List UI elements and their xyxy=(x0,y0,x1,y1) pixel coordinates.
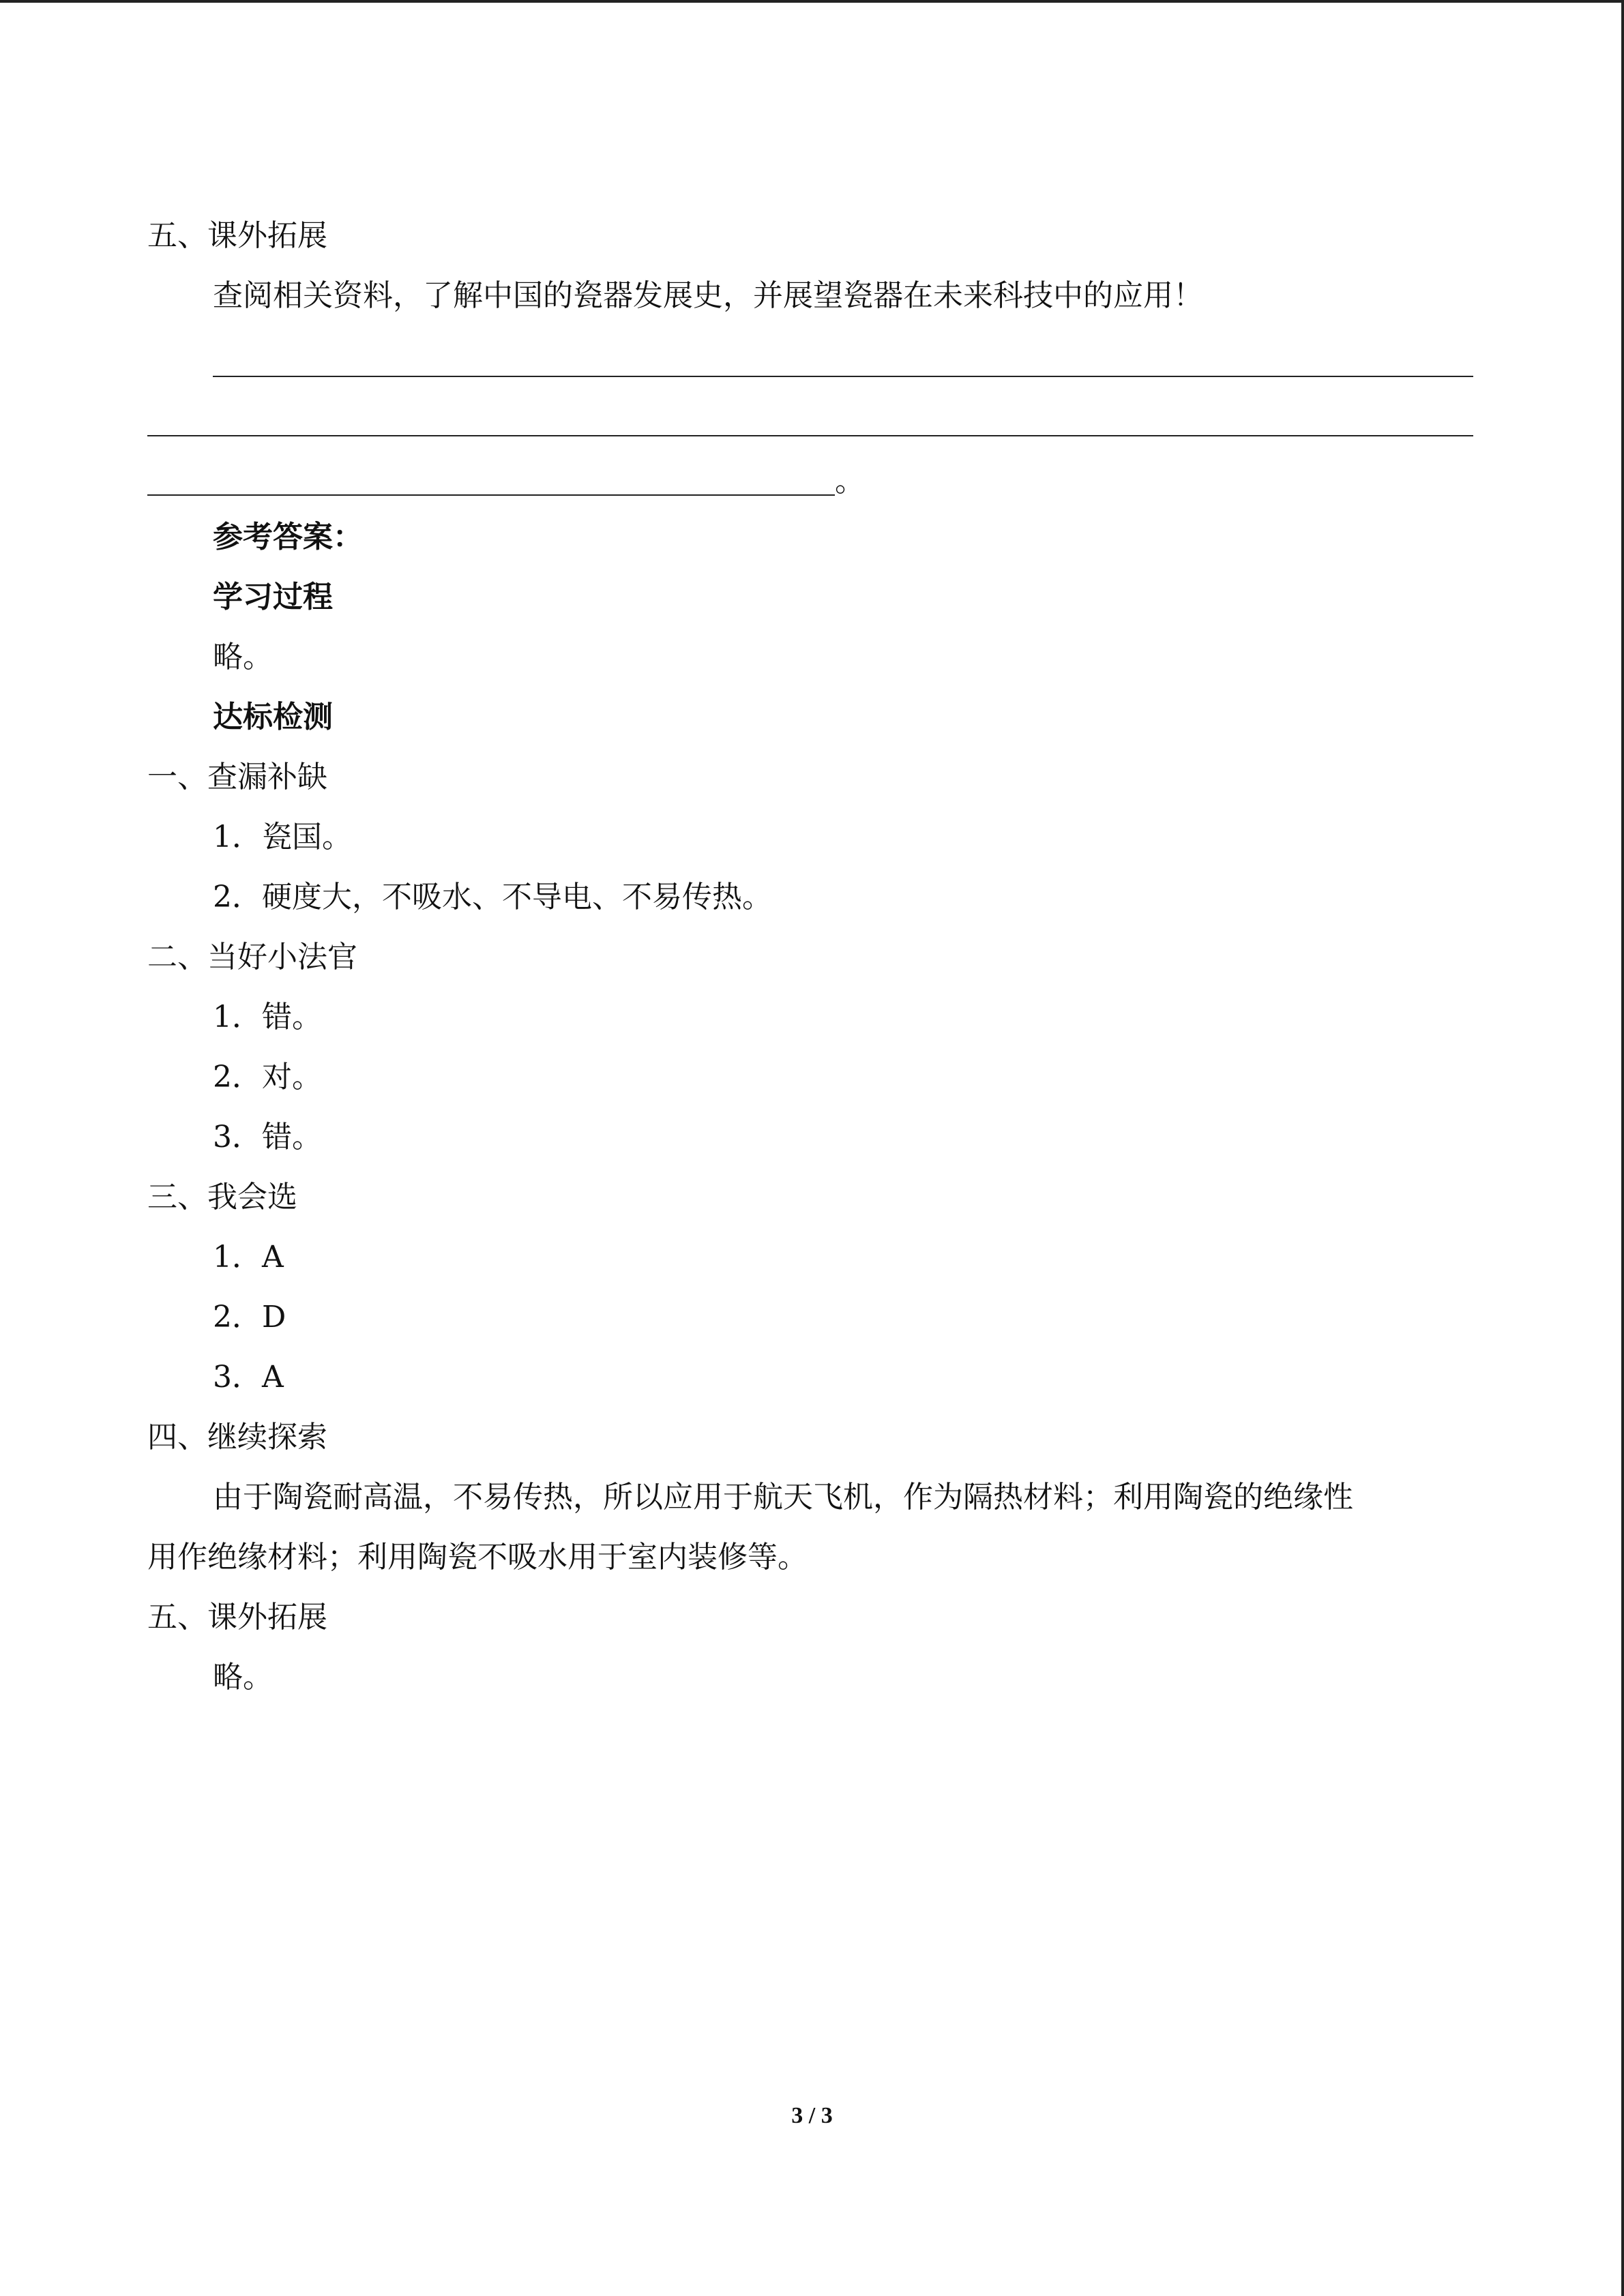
page-number: 3 / 3 xyxy=(791,2103,833,2128)
section2-item-1: 1．错。 xyxy=(213,1000,322,1034)
section4-paragraph-line2: 用作绝缘材料；利用陶瓷不吸水用于室内装修等。 xyxy=(147,1540,808,1575)
section2-item-3: 3．错。 xyxy=(213,1120,322,1154)
section1-item-2: 2．硬度大，不吸水、不导电、不易传热。 xyxy=(213,880,772,914)
section3-item-3: 3．A xyxy=(213,1360,284,1395)
section1-heading: 一、查漏补缺 xyxy=(147,760,327,794)
answer-blank-line-2[interactable] xyxy=(147,435,1473,436)
section3-heading: 三、我会选 xyxy=(147,1180,297,1214)
section2-heading: 二、当好小法官 xyxy=(147,940,357,974)
answer-blank-line-3[interactable] xyxy=(147,494,835,496)
section3-item-2: 2．D xyxy=(213,1300,286,1335)
learning-process-heading: 学习过程 xyxy=(213,580,333,614)
assessment-heading: 达标检测 xyxy=(213,700,333,734)
answer-blank-line-1[interactable] xyxy=(213,376,1473,377)
section1-item-1: 1．瓷国。 xyxy=(213,820,352,854)
blank-period: 。 xyxy=(835,464,865,498)
answers-title: 参考答案： xyxy=(213,520,363,554)
section3-item-1: 1．A xyxy=(213,1240,284,1274)
learning-process-answer: 略。 xyxy=(213,640,273,674)
section4-paragraph-line1: 由于陶瓷耐高温，不易传热，所以应用于航天飞机，作为隔热材料；利用陶瓷的绝缘性 xyxy=(213,1480,1353,1515)
section2-item-2: 2．对。 xyxy=(213,1060,322,1094)
section5-heading: 五、课外拓展 xyxy=(147,1600,327,1635)
section5-answer: 略。 xyxy=(213,1660,273,1695)
extension-heading: 五、课外拓展 xyxy=(147,218,327,253)
extension-prompt: 查阅相关资料，了解中国的瓷器发展史，并展望瓷器在未来科技中的应用！ xyxy=(213,278,1203,313)
section4-heading: 四、继续探索 xyxy=(147,1420,327,1455)
